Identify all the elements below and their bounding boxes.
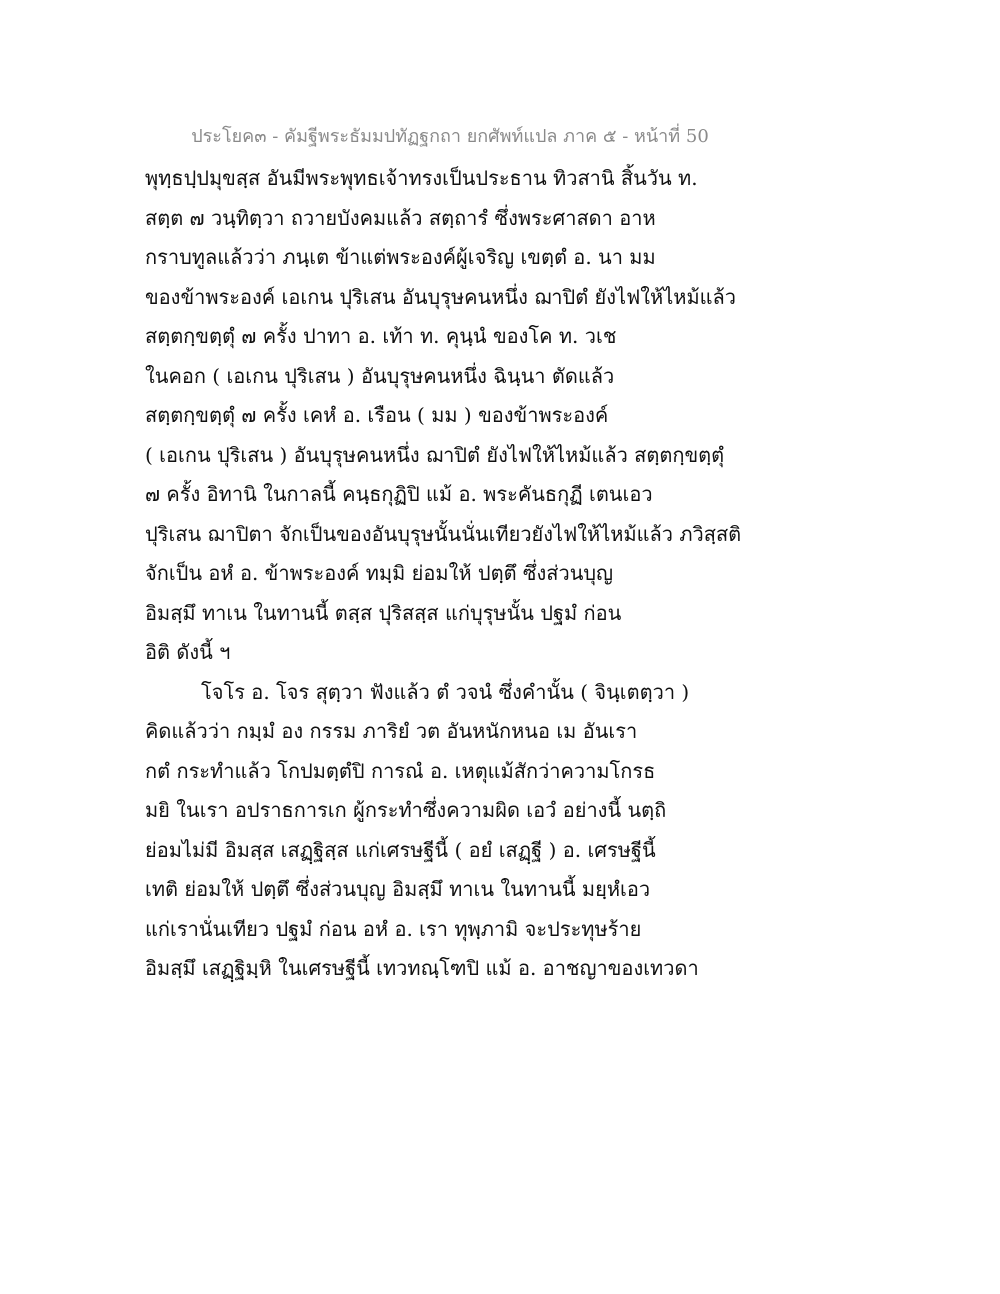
text-line-12: อิมสฺมึ ทาเน ในทานนี้ ตสฺส ปุริสสฺส แก่บุรุษนั้น ปฐมํ ก่อน xyxy=(145,600,622,625)
text-line-19: เทติ ย่อมให้ ปตฺตึ ซึ่งส่วนบุญ อิมสฺมึ ทาเน ในทานนี้ มยฺหํเอว xyxy=(145,877,651,901)
text-line-11: จักเป็น อหํ อ. ข้าพระองค์ ทมฺมิ ย่อมให้ ปตฺตึ ซึ่งส่วนบุญ xyxy=(145,561,614,585)
text-line-21: อิมสฺมึ เสฏฺฐิมฺหิ ในเศรษฐีนี้ เทวทณฺโฑปิ แม้ อ. อาชญาของเทวดา xyxy=(145,956,699,980)
running-header: ประโยค๓ - คัมฐีพระธัมมปทัฏฐกถา ยกศัพท์แปล ภาค ๕ - หน้าที่ 50 xyxy=(191,126,709,147)
text-line-18: ย่อมไม่มี อิมสฺส เสฏฺฐิสฺส แก่เศรษฐีนี้ ( อยํ เสฏฺฐี ) อ. เศรษฐีนี้ xyxy=(145,837,656,862)
text-line-16: กตํ กระทำแล้ว โกปมตฺตํปิ การณํ อ. เหตุแม้สักว่าความโกรธ xyxy=(145,758,656,783)
text-line-17: มยิ ในเรา อปราธการเก ผู้กระทำซึ่งความผิด เอวํ อย่างนี้ นตฺถิ xyxy=(145,798,667,822)
text-line-5: สตฺตกฺขตฺตุํ ๗ ครั้ง ปาทา อ. เท้า ท. คุนฺนํ ของโค ท. วเช xyxy=(145,324,617,348)
text-line-6: ในคอก ( เอเกน ปุริเสน ) อันบุรุษคนหนึ่ง ฉินฺนา ตัดแล้ว xyxy=(145,363,615,388)
text-line-8: ( เอเกน ปุริเสน ) อันบุรุษคนหนึ่ง ฌาปิตํ ยังไฟให้ไหม้แล้ว สตฺตกฺขตฺตุํ xyxy=(145,442,725,467)
text-line-3: กราบทูลแล้วว่า ภนฺเต ข้าแต่พระองค์ผู้เจริญ เขตฺตํ อ. นา มม xyxy=(145,245,656,269)
text-line-7: สตฺตกฺขตฺตุํ ๗ ครั้ง เคหํ อ. เรือน ( มม ) ของข้าพระองค์ xyxy=(145,403,609,427)
text-line-10: ปุริเสน ฌาปิตา จักเป็นของอันบุรุษนั้นนั่นเทียวยังไฟให้ไหม้แล้ว ภวิสฺสติ xyxy=(145,521,742,546)
text-line-4: ของข้าพระองค์ เอเกน ปุริเสน อันบุรุษคนหนึ่ง ฌาปิตํ ยังไฟให้ไหม้แล้ว xyxy=(145,284,737,309)
text-line-2: สตฺต ๗ วนฺทิตฺวา ถวายบังคมแล้ว สตฺถารํ ซึ่งพระศาสดา อาห xyxy=(145,205,656,230)
text-line-1: พุทฺธปฺปมุขสฺส อันมีพระพุทธเจ้าทรงเป็นประธาน ทิวสานิ สิ้นวัน ท. xyxy=(145,166,698,190)
paragraph-start-line: โจโร อ. โจร สุตฺวา ฟังแล้ว ตํ วจนํ ซึ่งคำนั้น ( จินฺเตตฺวา ) xyxy=(201,679,690,704)
body-text xyxy=(145,160,865,990)
text-line-20: แก่เรานั่นเทียว ปฐมํ ก่อน อหํ อ. เรา ทุพฺภามิ จะประทุษร้าย xyxy=(145,916,642,941)
text-line-9: ๗ ครั้ง อิทานิ ในกาลนี้ คนฺธกุฏิปิ แม้ อ. พระคันธกุฏี เตนเอว xyxy=(145,482,653,506)
text-line-13: อิติ ดังนี้ ฯ xyxy=(145,640,231,664)
text-line-15: คิดแล้วว่า กมฺมํ อง กรรม ภาริยํ วต อันหนักหนอ เม อันเรา xyxy=(145,719,638,743)
